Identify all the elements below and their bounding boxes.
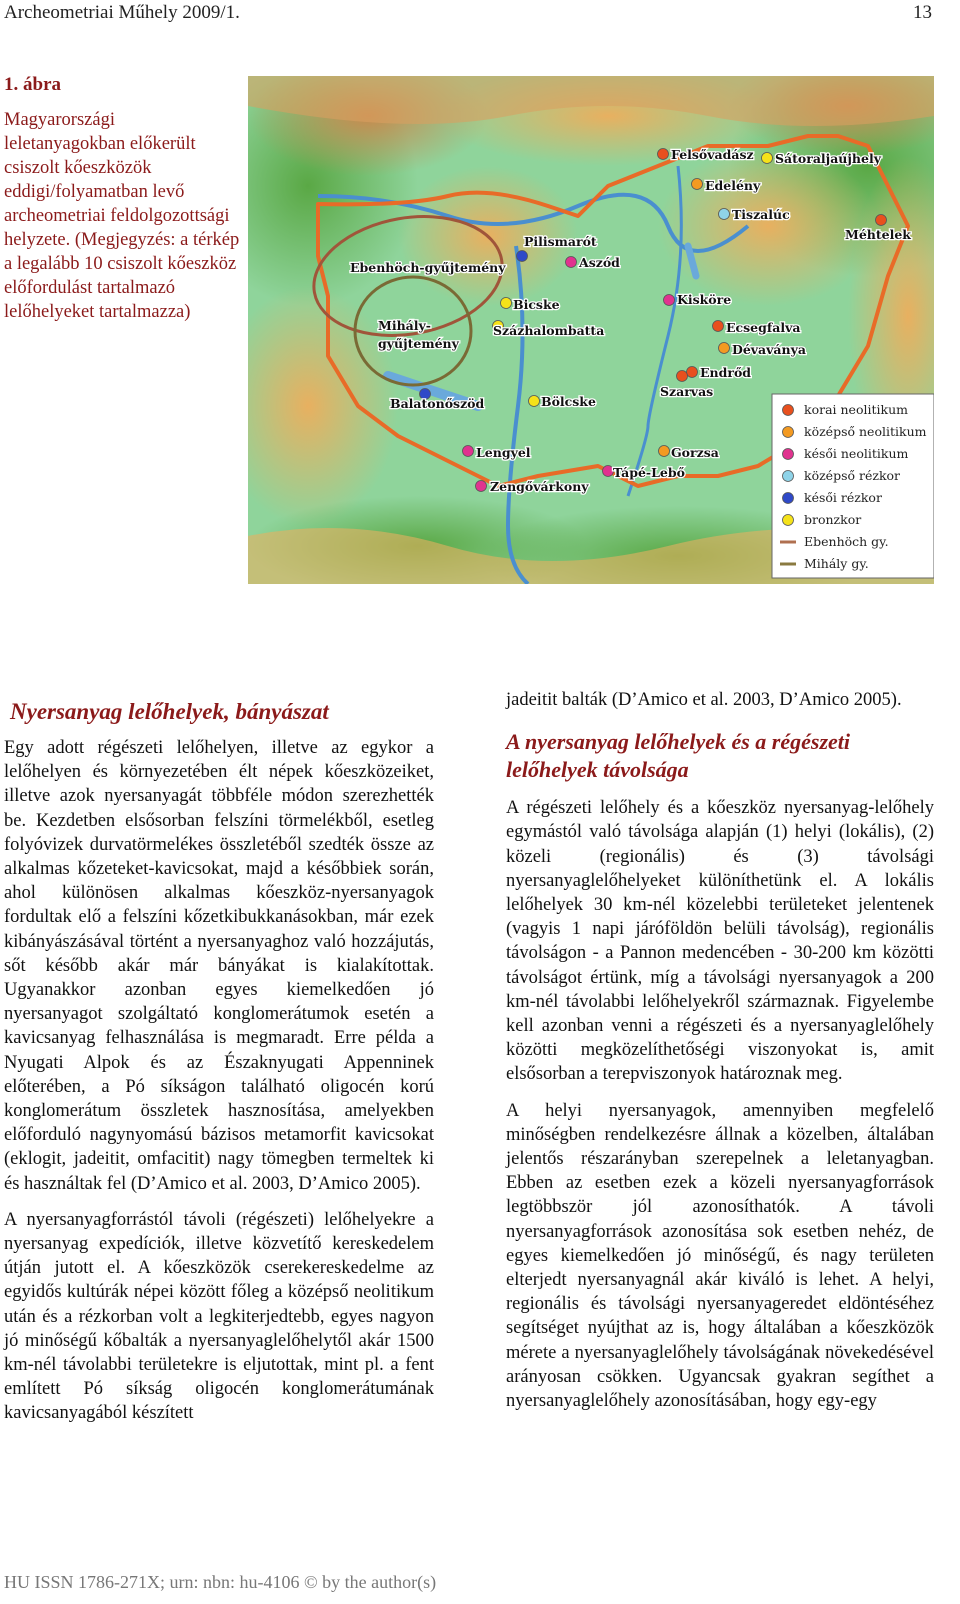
map-label: Méhtelek [845, 227, 911, 242]
site-marker [719, 209, 730, 220]
legend-swatch [783, 493, 794, 504]
map-label: Gorzsa [671, 445, 719, 460]
site-marker [713, 321, 724, 332]
map-label: Pilismarót [524, 234, 597, 249]
map-label: Tápé-Lebő [613, 465, 685, 480]
site-marker [659, 446, 670, 457]
site-marker [529, 396, 540, 407]
legend-swatch [783, 515, 794, 526]
map-label: Edelény [705, 178, 761, 193]
figure-label: 1. ábra [4, 74, 61, 95]
legend-swatch [783, 449, 794, 460]
left-column [4, 698, 434, 1438]
map-label: Százhalombatta [493, 323, 605, 338]
map-label: Zengővárkony [490, 479, 589, 494]
map-label: Szarvas [660, 384, 714, 399]
map-label: Lengyel [476, 445, 531, 460]
map-legend [772, 394, 934, 578]
paragraph: Egy adott régészeti lelőhelyen, illetve az egykor a lelőhelyen és környezetében élt népek kőeszközeiket, illetve azok nyersanyagát többféle módon szerezhették be. Kezdetben elsősorban felszíni törmelékből, esetleg folyóvizek durvatörmelékes összletéből szedték össze az alkalmas kőzeteket-kavicsokat, majd a későbbiek során, ahol különösen alkalmas kőeszköz-nyersanyagok fordultak elő a felszíni kőzetkibukkanásokban, már ezek kibányászásával történt a nyersanyaghoz való hozzájutás, sőt később akár már bányákat is kialakítottak. Ugyanakkor azonban egyes kiemelkedően jó nyersanyagot szolgáltató konglomerátumok esetén a kavicsanyag felhasználása is megmaradt. Erre példa a Nyugati Alpok és az Északnyugati Appenninek előterében, a Pó síkságon található oligocén korú konglomerátum összletek hasznosítása, amelyekben előforduló nagynyomású bázisos metamorfit kavicsokat (eklogit, jadeitit, omfacitit) nagy tömegben termeltek ki és használtak fel (D’Amico et al. 2003, D’Amico 2005). [4, 738, 434, 1194]
site-map [248, 76, 934, 584]
site-marker [719, 343, 730, 354]
map-label: Sátoraljaújhely [775, 151, 881, 166]
map-label: Aszód [579, 255, 620, 270]
legend-swatch [783, 427, 794, 438]
legend-label: Mihály gy. [804, 556, 869, 571]
map-label: Balatonőszöd [390, 396, 485, 411]
section-heading: A nyersanyag lelőhelyek és a régészeti lelőhelyek távolsága [506, 729, 851, 783]
page-number: 13 [913, 2, 932, 23]
legend-label: középső rézkor [804, 468, 901, 483]
map-label: gyűjtemény [378, 336, 459, 351]
paragraph: A helyi nyersanyagok, amennyiben megfelelő minőségben rendelkezésre állnak a közelben, általában jelentős részarányban szerepelnek a leletanyagban. Ebben az esetben ezek a közeli nyersanyagforrások legtöbbször jól azonosíthatók. A távoli nyersanyagforrások azonosítása sok esetben nehéz, de egyes kiemelkedően jó minőségű, és nagy területen elterjedt nyersanyagnál akár kiváló is lehet. A helyi, regionális és távolsági nyersanyageredet eldöntéséhez segítséget nyújthat az is, hogy általában a kőeszközök mérete a nyersanyaglelőhely távolságának növekedésével arányosan csökken. Ugyancsak gyakran segíthet a nyersanyaglelőhely azonosításában, hogy egy-egy [506, 1100, 934, 1412]
map-label: Dévaványa [732, 342, 806, 357]
paragraph: jadeitit balták (D’Amico et al. 2003, D’Amico 2005). [506, 690, 902, 710]
legend-label: Ebenhöch gy. [804, 534, 889, 549]
paragraph: A régészeti lelőhely és a kőeszköz nyersanyag-lelőhely egymástól való távolsága alapján (1) helyi (lokális), (2) közeli (regionális) és (3) távolsági nyersanyaglelőhelyeket különíthetünk el. A lokális lelőhelyek 30 km-nél közelebbi területeket jelentenek (vagyis 1 napi járóföldön belüli távolság), regionális távolságon - a Pannon medencében - 30-200 km közötti távolságot értünk, míg a távolsági nyersanyagok a 200 km-nél távolabbi lelőhelyekről származnak. Figyelembe kell azonban venni a régészeti és a nyersanyaglelőhely közötti megközelíthetőségi viszonyokat is, amit elsősorban a terepviszonyok határoznak meg. [506, 798, 934, 1085]
legend-label: középső neolitikum [804, 424, 927, 439]
legend-swatch [783, 405, 794, 416]
map-label: Tiszalúc [732, 207, 790, 222]
legend-label: bronzkor [804, 512, 862, 527]
legend-swatch [783, 471, 794, 482]
paragraph: A nyersanyagforrástól távoli (régészeti) lelőhelyekre a nyersanyag expedíciók, illetve közvetítő kereskedelem útján jutott el. A kőeszközök cserekereskedelme az egyidős kultúrák népei között főleg a középső neolitikum után és a rézkorban volt a legkiterjedtebb, egyes nagyon jó minőségű kőbalták a nyersanyaglelőhelytől akár 1500 km-nél távolabbi területekre is eljutottak, mint pl. a fent említett Pó síkság oligocén konglomerátumának kavicsanyagából készített [4, 1209, 434, 1424]
map-label: Ebenhöch-gyűjtemény [350, 260, 506, 275]
site-marker [762, 153, 773, 164]
legend-label: korai neolitikum [804, 402, 908, 417]
site-marker [677, 371, 688, 382]
section-heading: Nyersanyag lelőhelyek, bányászat [10, 699, 329, 724]
site-marker [501, 298, 512, 309]
legend-label: késői neolitikum [804, 446, 909, 461]
site-marker [687, 367, 698, 378]
map-label: Ecsegfalva [726, 320, 801, 335]
site-marker [476, 481, 487, 492]
footer-issn: HU ISSN 1786-271X; urn: nbn: hu-4106 © by the author(s) [4, 1572, 437, 1592]
site-marker [658, 149, 669, 160]
map-label: Mihály- [378, 318, 431, 333]
right-column [506, 688, 934, 1425]
legend-label: késői rézkor [804, 490, 882, 505]
map-label: Felsővadász [671, 147, 754, 162]
map-label: Bicske [513, 297, 560, 312]
map-label: Endrőd [700, 365, 752, 380]
site-marker [566, 257, 577, 268]
site-marker [876, 215, 887, 226]
site-marker [664, 295, 675, 306]
figure-caption: Magyarországi leletanyagokban előkerült csiszolt kőeszközök eddigi/folyamatban levő archeometriai feldolgozottsági helyzete. (Megjegyzés: a térkép a legalább 10 csiszolt kőeszköz előfordulást tartalmazó lelőhelyeket tartalmazza) [4, 110, 240, 322]
site-marker [463, 446, 474, 457]
map-label: Bölcske [541, 394, 596, 409]
site-marker [692, 179, 703, 190]
site-marker [603, 466, 614, 477]
site-marker [517, 251, 528, 262]
journal-header: Archeometriai Műhely 2009/1. [4, 2, 240, 23]
map-label: Kisköre [677, 292, 732, 307]
